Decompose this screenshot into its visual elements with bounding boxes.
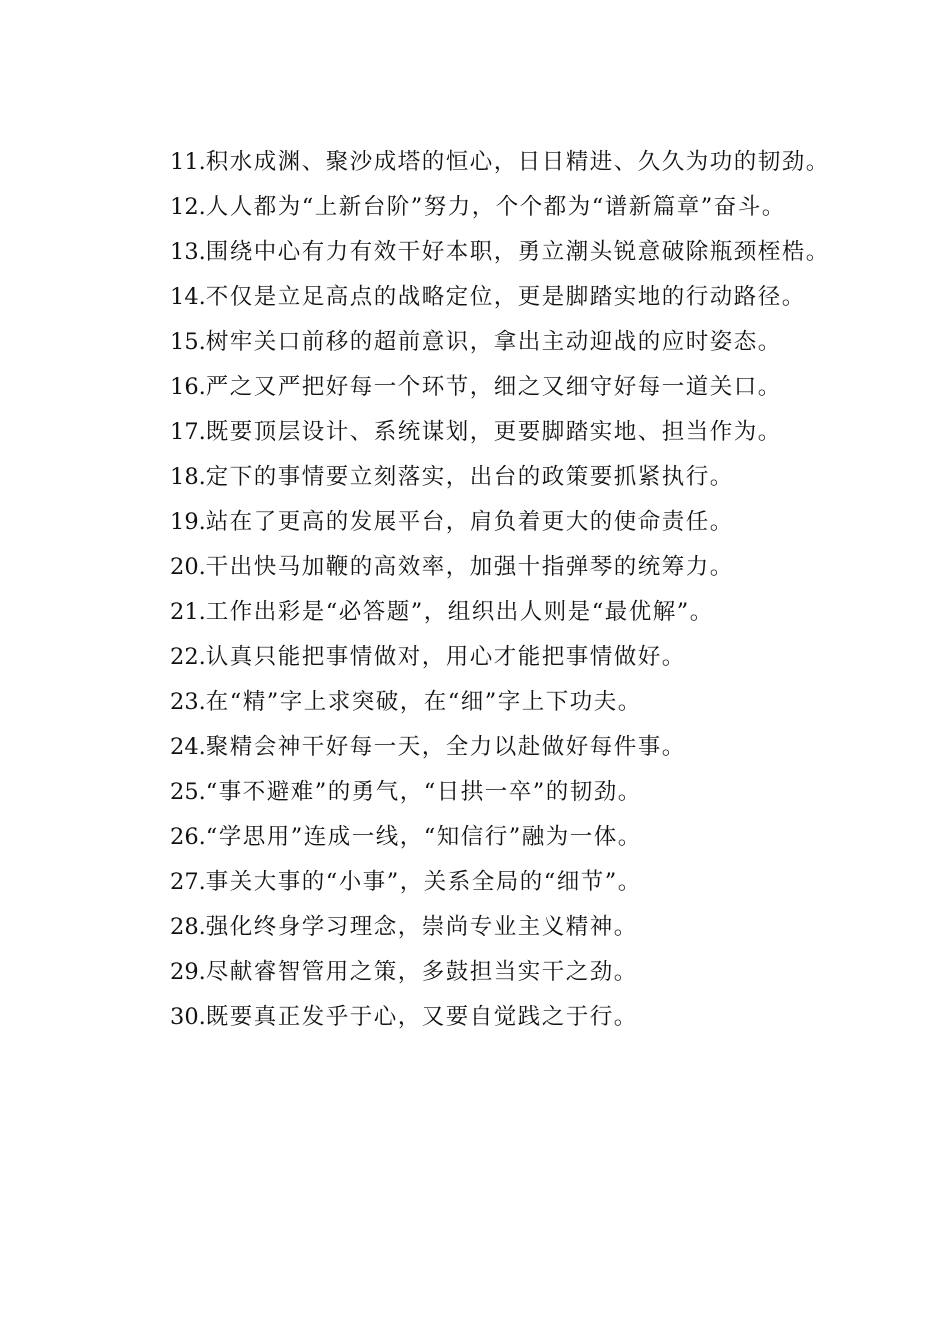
item-text: 干出快马加鞭的高效率，加强十指弹琴的统筹力。 bbox=[205, 554, 734, 580]
list-item bbox=[122, 545, 834, 590]
item-number: 16. bbox=[170, 374, 206, 400]
item-number: 27. bbox=[170, 869, 206, 895]
item-text: “事不避难”的勇气，“日拱一卒”的韧劲。 bbox=[205, 779, 642, 805]
list-item bbox=[122, 635, 834, 680]
item-number: 29. bbox=[170, 959, 206, 985]
list-item bbox=[122, 410, 834, 455]
item-number: 19. bbox=[170, 509, 206, 535]
list-item bbox=[122, 455, 834, 500]
item-text: 严之又严把好每一个环节，细之又细守好每一道关口。 bbox=[205, 374, 782, 400]
item-text: 人人都为“上新台阶”努力，个个都为“谱新篇章”奋斗。 bbox=[205, 194, 786, 220]
item-number: 15. bbox=[170, 329, 206, 355]
list-item bbox=[122, 770, 834, 815]
list-item bbox=[122, 590, 834, 635]
list-item bbox=[122, 500, 834, 545]
list-item bbox=[122, 680, 834, 725]
item-number: 14. bbox=[170, 284, 206, 310]
item-number: 25. bbox=[170, 779, 206, 805]
item-text: 强化终身学习理念，崇尚专业主义精神。 bbox=[205, 914, 638, 940]
list-item bbox=[122, 905, 834, 950]
item-number: 12. bbox=[170, 194, 206, 220]
list-item bbox=[122, 365, 834, 410]
list-item bbox=[122, 725, 834, 770]
item-number: 18. bbox=[170, 464, 206, 490]
item-number: 28. bbox=[170, 914, 206, 940]
item-text: 工作出彩是“必答题”，组织出人则是“最优解”。 bbox=[205, 599, 714, 625]
item-text: 定下的事情要立刻落实，出台的政策要抓紧执行。 bbox=[205, 464, 734, 490]
item-number: 13. bbox=[170, 239, 206, 265]
list-item bbox=[122, 950, 834, 995]
list-item bbox=[122, 995, 834, 1040]
item-text: 事关大事的“小事”，关系全局的“细节”。 bbox=[205, 869, 642, 895]
item-number: 22. bbox=[170, 644, 206, 670]
item-number: 30. bbox=[170, 1004, 206, 1030]
item-text: 既要顶层设计、系统谋划，更要脚踏实地、担当作为。 bbox=[205, 419, 782, 445]
item-text: 积水成渊、聚沙成塔的恒心，日日精进、久久为功的韧劲。 bbox=[205, 149, 830, 175]
item-text: “学思用”连成一线，“知信行”融为一体。 bbox=[205, 824, 642, 850]
item-number: 23. bbox=[170, 689, 206, 715]
list-item bbox=[122, 320, 834, 365]
item-number: 24. bbox=[170, 734, 206, 760]
list-item bbox=[122, 275, 834, 320]
item-number: 11. bbox=[170, 149, 206, 175]
item-number: 21. bbox=[170, 599, 206, 625]
item-number: 26. bbox=[170, 824, 206, 850]
item-text: 尽献睿智管用之策，多鼓担当实干之劲。 bbox=[205, 959, 638, 985]
item-text: 不仅是立足高点的战略定位，更是脚踏实地的行动路径。 bbox=[205, 284, 806, 310]
list-item bbox=[122, 185, 834, 230]
list-item bbox=[122, 815, 834, 860]
item-text: 树牢关口前移的超前意识，拿出主动迎战的应时姿态。 bbox=[205, 329, 782, 355]
list-item bbox=[122, 860, 834, 905]
item-text: 认真只能把事情做对，用心才能把事情做好。 bbox=[205, 644, 686, 670]
list-item bbox=[122, 140, 834, 185]
list-item bbox=[122, 230, 834, 275]
item-text: 站在了更高的发展平台，肩负着更大的使命责任。 bbox=[205, 509, 734, 535]
item-number: 20. bbox=[170, 554, 206, 580]
item-text: 在“精”字上求突破，在“细”字上下功夫。 bbox=[205, 689, 642, 715]
phrase-list bbox=[122, 140, 834, 1040]
item-number: 17. bbox=[170, 419, 206, 445]
item-text: 聚精会神干好每一天，全力以赴做好每件事。 bbox=[205, 734, 686, 760]
item-text: 既要真正发乎于心，又要自觉践之于行。 bbox=[205, 1004, 638, 1030]
item-text: 围绕中心有力有效干好本职，勇立潮头锐意破除瓶颈桎梏。 bbox=[205, 239, 830, 265]
